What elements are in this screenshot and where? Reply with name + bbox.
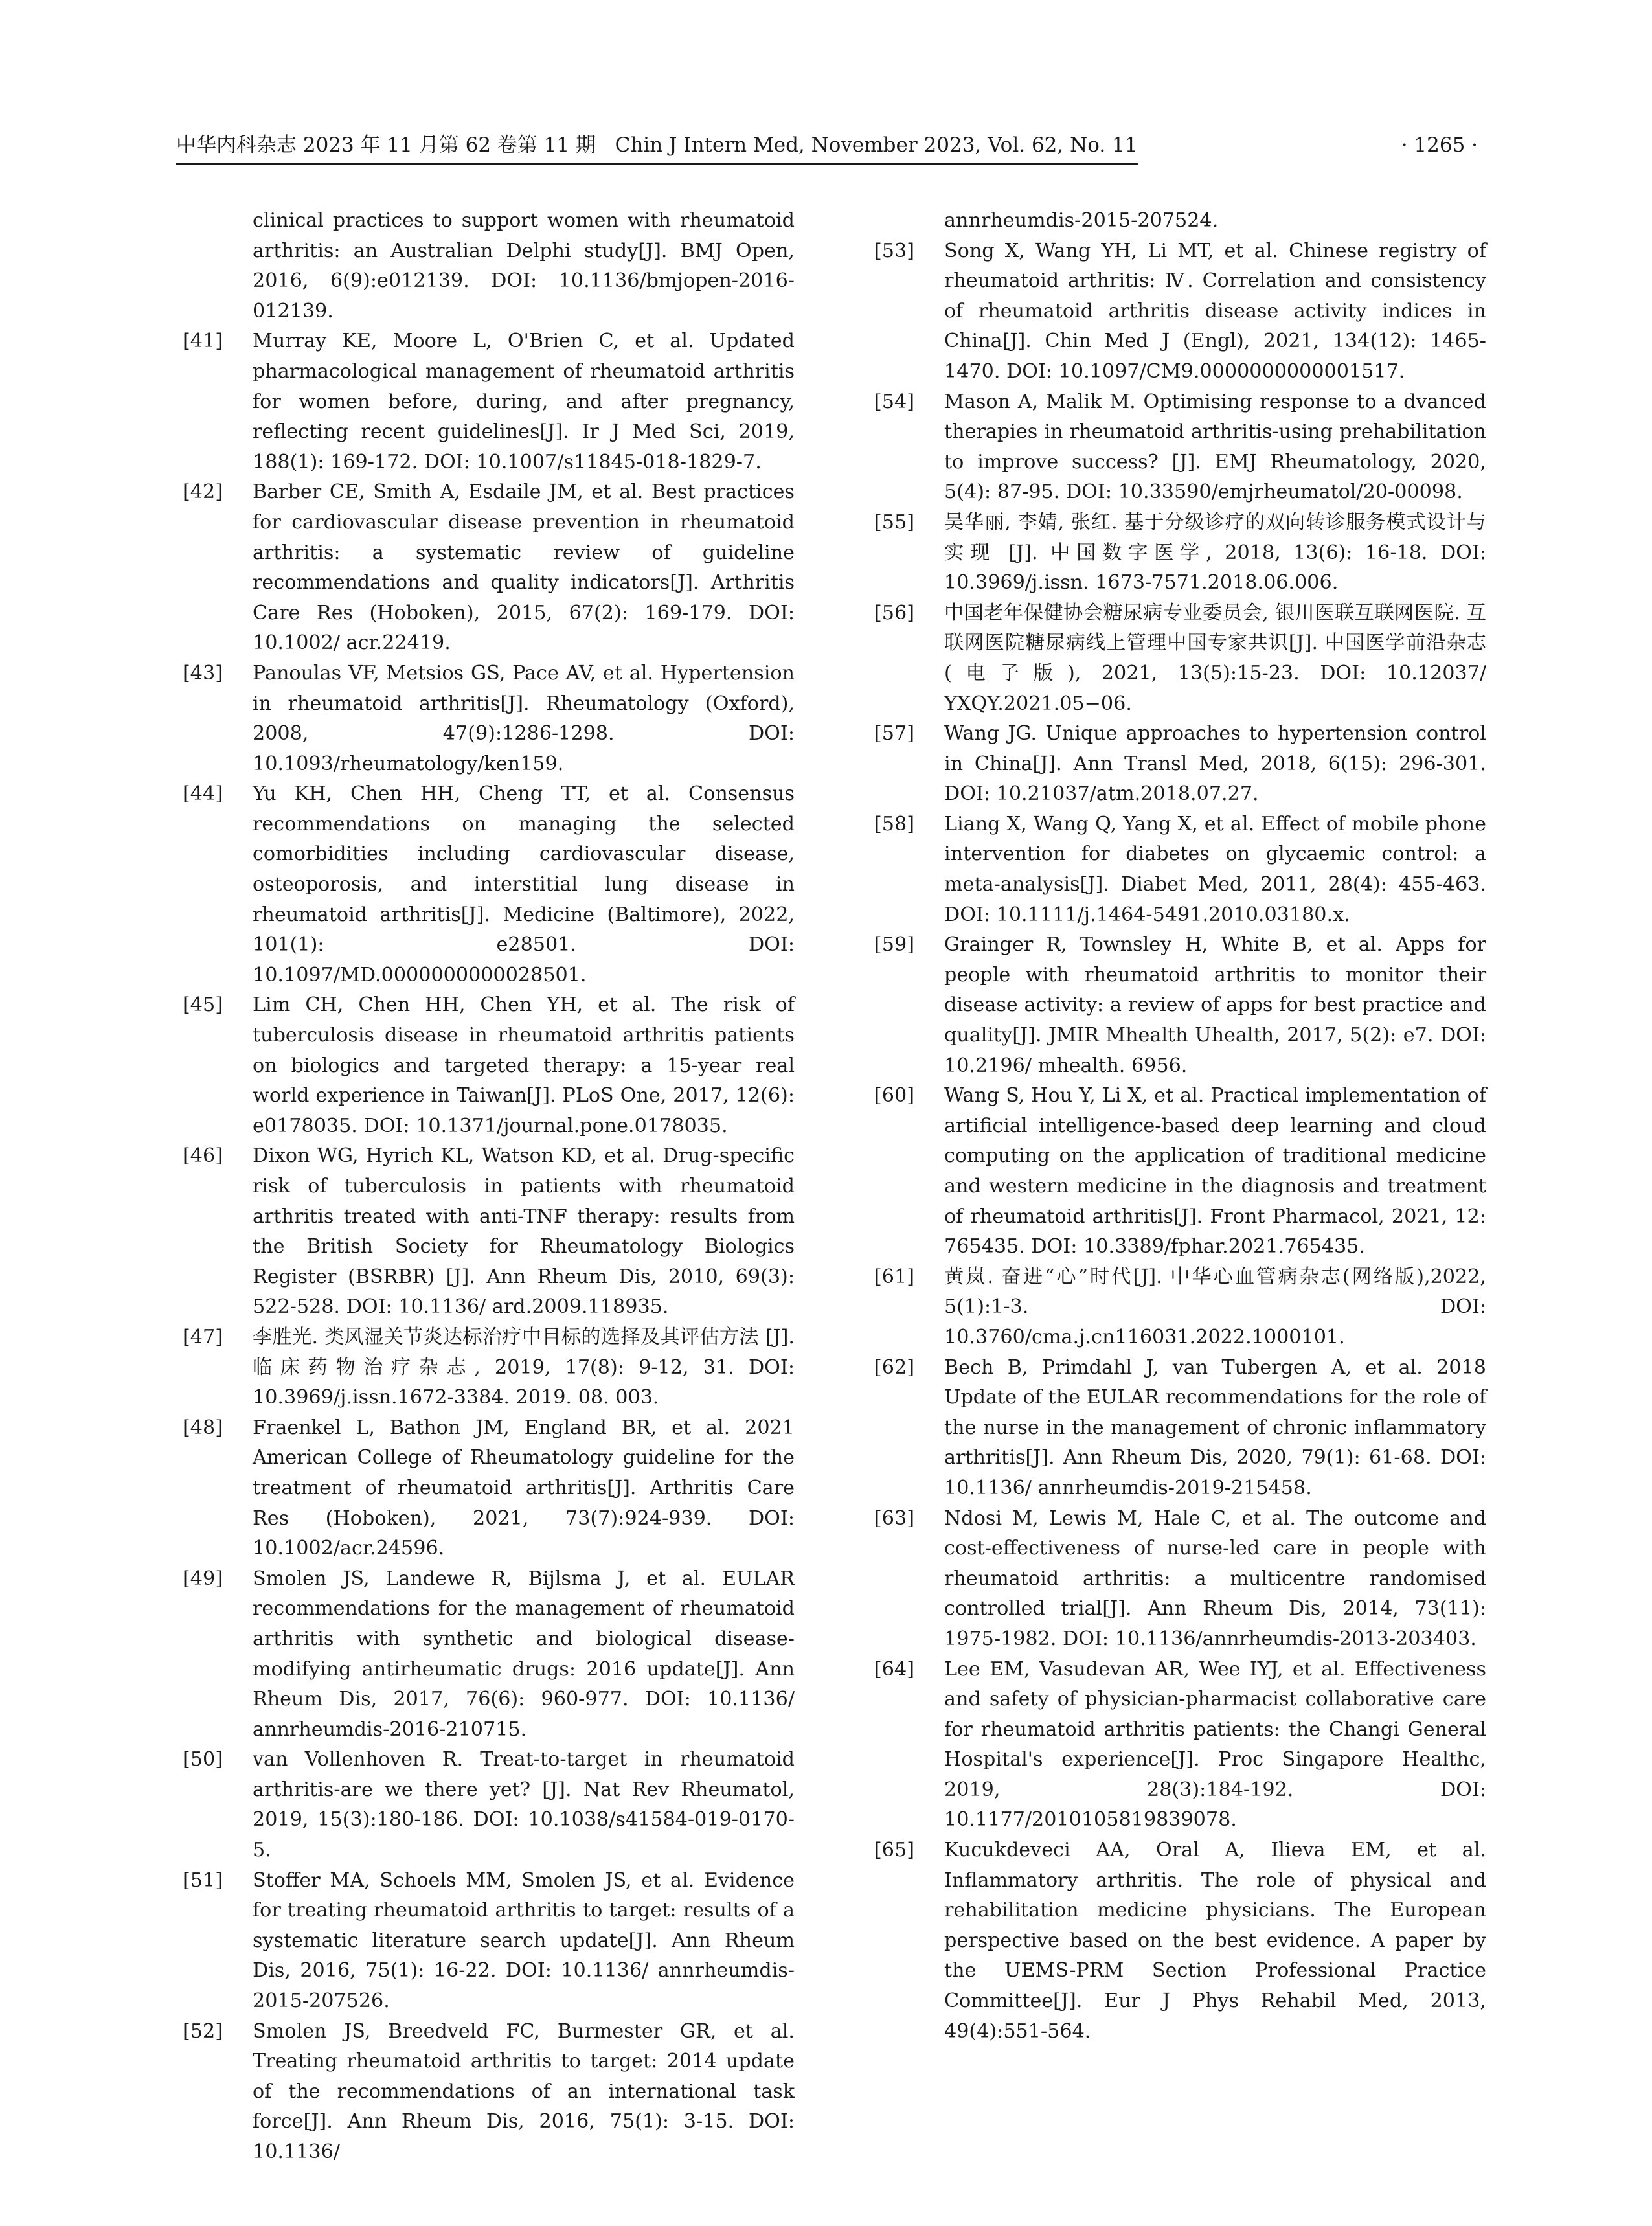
- reference-number: [44]: [183, 782, 223, 806]
- reference-text: Mason A, Malik M. Optimising response to a dvanced therapies in rheumatoid arthritis-using prehabilitation to improve success? [J]. EMJ Rheumatology, 2020, 5(4): 87-95. DOI: 10.33590/emjrheumatol/20-00098.: [944, 390, 1486, 504]
- reference-57: [874, 719, 1486, 810]
- reference-64: [874, 1655, 1486, 1836]
- reference-number: [45]: [183, 994, 223, 1017]
- reference-text: 李胜光. 类风湿关节炎达标治疗中目标的选择及其评估方法 [J]. 临床药物治疗杂志, 2019, 17(8): 9-12, 31. DOI: 10.3969/j.issn.1672-3384. 2019. 08. 003.: [253, 1325, 795, 1409]
- reference-number: [48]: [183, 1416, 223, 1439]
- reference-47: [183, 1323, 795, 1413]
- reference-41: [183, 326, 795, 477]
- reference-number: [65]: [874, 1839, 914, 1862]
- reference-number: [50]: [183, 1748, 223, 1771]
- reference-text: Yu KH, Chen HH, Cheng TT, et al. Consensus recommendations on managing the selected comorbidities including cardiovascular disease, osteoporosis, and interstitial lung disease in rheumatoid arthritis[J]. Medicine (Baltimore), 2022, 101(1): e28501. DOI: 10.1097/MD.0000000000028501.: [253, 782, 795, 986]
- reference-63: [874, 1504, 1486, 1655]
- reference-text: Wang S, Hou Y, Li X, et al. Practical implementation of artificial intelligence-based deep learning and cloud computing on the application of traditional medicine and western medicine in the diagnosis and treatment of rheumatoid arthritis[J]. Front Pharmacol, 2021, 12: 765435. DOI: 10.3389/fphar.2021.765435.: [944, 1084, 1486, 1258]
- journal-title-en: Chin J Intern Med, November 2023, Vol. 62, No. 11: [615, 133, 1138, 157]
- reference-text: Liang X, Wang Q, Yang X, et al. Effect of mobile phone intervention for diabetes on glycaemic control: a meta-analysis[J]. Diabet Med, 2011, 28(4): 455-463. DOI: 10.1111/j.1464-5491.2010.03180.x.: [944, 812, 1486, 926]
- reference-column-left: [183, 206, 795, 2168]
- reference-number: [52]: [183, 2019, 223, 2043]
- reference-number: [55]: [874, 510, 914, 534]
- reference-text: Ndosi M, Lewis M, Hale C, et al. The outcome and cost-effectiveness of nurse-led care in people with rheumatoid arthritis: a multicentre randomised controlled trial[J]. Ann Rheum Dis, 2014, 73(11): 1975-1982. DOI: 10.1136/annrheumdis-2013-203403.: [944, 1506, 1486, 1650]
- reference-number: [43]: [183, 661, 223, 685]
- reference-number: [62]: [874, 1356, 914, 1379]
- reference-55: [874, 508, 1486, 598]
- reference-46: [183, 1141, 795, 1323]
- reference-45: [183, 990, 795, 1141]
- reference-number: [63]: [874, 1506, 914, 1530]
- reference-59: [874, 930, 1486, 1081]
- reference-text: Dixon WG, Hyrich KL, Watson KD, et al. Drug-specific risk of tuberculosis in patients with rheumatoid arthritis treated with anti-TNF therapy: results from the British Society for Rheumatology Biologics Register (BSRBR) [J]. Ann Rheum Dis, 2010, 69(3): 522-528. DOI: 10.1136/ ard.2009.118935.: [253, 1144, 795, 1319]
- reference-text: Kucukdeveci AA, Oral A, Ilieva EM, et al. Inflammatory arthritis. The role of physical and rehabilitation medicine physicians. The European perspective based on the best evidence. A paper by the UEMS-PRM Section Professional Practice Committee[J]. Eur J Phys Rehabil Med, 2013, 49(4):551-564.: [944, 1839, 1486, 2043]
- reference-text: Murray KE, Moore L, O'Brien C, et al. Updated pharmacological management of rheumatoid arthritis for women before, during, and after pregnancy, reflecting recent guidelines[J]. Ir J Med Sci, 2019, 188(1): 169-172. DOI: 10.1007/s11845-018-1829-7.: [253, 330, 795, 473]
- reference-text: Wang JG. Unique approaches to hypertension control in China[J]. Ann Transl Med, 2018, 6(15): 296-301. DOI: 10.21037/atm.2018.07.27.: [944, 722, 1486, 806]
- reference-49: [183, 1564, 795, 1745]
- reference-text: Smolen JS, Breedveld FC, Burmester GR, et al. Treating rheumatoid arthritis to target: 2014 update of the recommendations of an international task force[J]. Ann Rheum Dis, 2016, 75(1): 3-15. DOI: 10.1136/: [253, 2019, 795, 2163]
- reference-51: [183, 1866, 795, 2017]
- reference-continuation: [874, 206, 1486, 236]
- reference-text: Stoffer MA, Schoels MM, Smolen JS, et al. Evidence for treating rheumatoid arthritis to target: results of a systematic literature search update[J]. Ann Rheum Dis, 2016, 75(1): 16-22. DOI: 10.1136/ annrheumdis-2015-207526.: [253, 1868, 795, 2013]
- reference-61: [874, 1262, 1486, 1353]
- reference-number: [54]: [874, 390, 914, 413]
- reference-text: 中国老年保健协会糖尿病专业委员会, 银川医联互联网医院. 互联网医院糖尿病线上管理中国专家共识[J]. 中国医学前沿杂志(电子版), 2021, 13(5):15-23. DOI: 10.12037/ YXQY.2021.05−06.: [944, 601, 1486, 715]
- journal-title-cn: 中华内科杂志 2023 年 11 月第 62 卷第 11 期: [176, 133, 596, 157]
- reference-text: Lee EM, Vasudevan AR, Wee IYJ, et al. Effectiveness and safety of physician-pharmacist collaborative care for rheumatoid arthritis patients: the Changi General Hospital's experience[J]. Proc Singapore Healthc, 2019, 28(3):184-192. DOI: 10.1177/2010105819839078.: [944, 1657, 1486, 1832]
- reference-text: clinical practices to support women with rheumatoid arthritis: an Australian Delphi study[J]. BMJ Open, 2016, 6(9):e012139. DOI: 10.1136/bmjopen-2016-012139.: [253, 209, 795, 323]
- reference-43: [183, 659, 795, 779]
- page-number: · 1265 ·: [1401, 133, 1478, 157]
- reference-56: [874, 598, 1486, 719]
- reference-text: Barber CE, Smith A, Esdaile JM, et al. Best practices for cardiovascular disease prevention in rheumatoid arthritis: a systematic review of guideline recommendations and quality indicators[J]. Arthritis Care Res (Hoboken), 2015, 67(2): 169-179. DOI: 10.1002/ acr.22419.: [253, 481, 795, 655]
- journal-citation-line: [176, 127, 1138, 165]
- reference-text: Panoulas VF, Metsios GS, Pace AV, et al. Hypertension in rheumatoid arthritis[J]. Rheumatology (Oxford), 2008, 47(9):1286-1298. DOI: 10.1093/rheumatology/ken159.: [253, 661, 795, 775]
- reference-number: [64]: [874, 1657, 914, 1681]
- reference-50: [183, 1745, 795, 1865]
- reference-65: [874, 1835, 1486, 2047]
- reference-58: [874, 810, 1486, 930]
- reference-text: Fraenkel L, Bathon JM, England BR, et al. 2021 American College of Rheumatology guideline for the treatment of rheumatoid arthritis[J]. Arthritis Care Res (Hoboken), 2021, 73(7):924-939. DOI: 10.1002/acr.24596.: [253, 1416, 795, 1560]
- reference-text: 黄岚. 奋进“心”时代[J]. 中华心血管病杂志(网络版),2022, 5(1):1-3. DOI: 10.3760/cma.j.cn116031.2022.1000101.: [944, 1265, 1486, 1348]
- reference-number: [58]: [874, 812, 914, 835]
- reference-column-right: [874, 206, 1486, 2047]
- reference-number: [41]: [183, 330, 223, 353]
- reference-number: [53]: [874, 239, 914, 262]
- reference-text: Lim CH, Chen HH, Chen YH, et al. The risk of tuberculosis disease in rheumatoid arthritis patients on biologics and targeted therapy: a 15-year real world experience in Taiwan[J]. PLoS One, 2017, 12(6): e0178035. DOI: 10.1371/journal.pone.0178035.: [253, 994, 795, 1137]
- reference-text: annrheumdis-2015-207524.: [944, 209, 1219, 232]
- reference-54: [874, 387, 1486, 508]
- reference-number: [57]: [874, 722, 914, 745]
- reference-48: [183, 1413, 795, 1564]
- running-header: [176, 127, 1478, 163]
- reference-text: van Vollenhoven R. Treat-to-target in rheumatoid arthritis-are we there yet? [J]. Nat Rev Rheumatol, 2019, 15(3):180-186. DOI: 10.1038/s41584-019-0170-5.: [253, 1748, 795, 1862]
- reference-number: [46]: [183, 1144, 223, 1168]
- reference-text: Song X, Wang YH, Li MT, et al. Chinese registry of rheumatoid arthritis: Ⅳ. Correlation and consistency of rheumatoid arthritis disease activity indices in China[J]. Chin Med J (Engl), 2021, 134(12): 1465-1470. DOI: 10.1097/CM9.0000000000001517.: [944, 239, 1486, 383]
- reference-53: [874, 236, 1486, 387]
- reference-text: 吴华丽, 李婧, 张红. 基于分级诊疗的双向转诊服务模式设计与实现 [J]. 中国数字医学, 2018, 13(6): 16-18. DOI: 10.3969/j.issn. 1673-7571.2018.06.006.: [944, 510, 1486, 595]
- reference-number: [47]: [183, 1325, 223, 1348]
- reference-number: [60]: [874, 1084, 914, 1107]
- reference-number: [56]: [874, 601, 914, 624]
- reference-60: [874, 1081, 1486, 1262]
- reference-number: [61]: [874, 1265, 914, 1288]
- reference-number: [49]: [183, 1567, 223, 1590]
- reference-62: [874, 1353, 1486, 1504]
- reference-continuation: [183, 206, 795, 326]
- reference-text: Grainger R, Townsley H, White B, et al. Apps for people with rheumatoid arthritis to monitor their disease activity: a review of apps for best practice and quality[J]. JMIR Mhealth Uhealth, 2017, 5(2): e7. DOI: 10.2196/ mhealth. 6956.: [944, 933, 1486, 1077]
- reference-42: [183, 477, 795, 659]
- reference-text: Smolen JS, Landewe R, Bijlsma J, et al. EULAR recommendations for the management of rheumatoid arthritis with synthetic and biological disease-modifying antirheumatic drugs: 2016 update[J]. Ann Rheum Dis, 2017, 76(6): 960-977. DOI: 10.1136/ annrheumdis-2016-210715.: [253, 1567, 795, 1741]
- reference-number: [59]: [874, 933, 914, 957]
- reference-44: [183, 779, 795, 990]
- reference-52: [183, 2017, 795, 2168]
- reference-number: [42]: [183, 481, 223, 504]
- reference-number: [51]: [183, 1868, 223, 1892]
- reference-text: Bech B, Primdahl J, van Tubergen A, et al. 2018 Update of the EULAR recommendations for the role of the nurse in the management of chronic inflammatory arthritis[J]. Ann Rheum Dis, 2020, 79(1): 61-68. DOI: 10.1136/ annrheumdis-2019-215458.: [944, 1356, 1486, 1499]
